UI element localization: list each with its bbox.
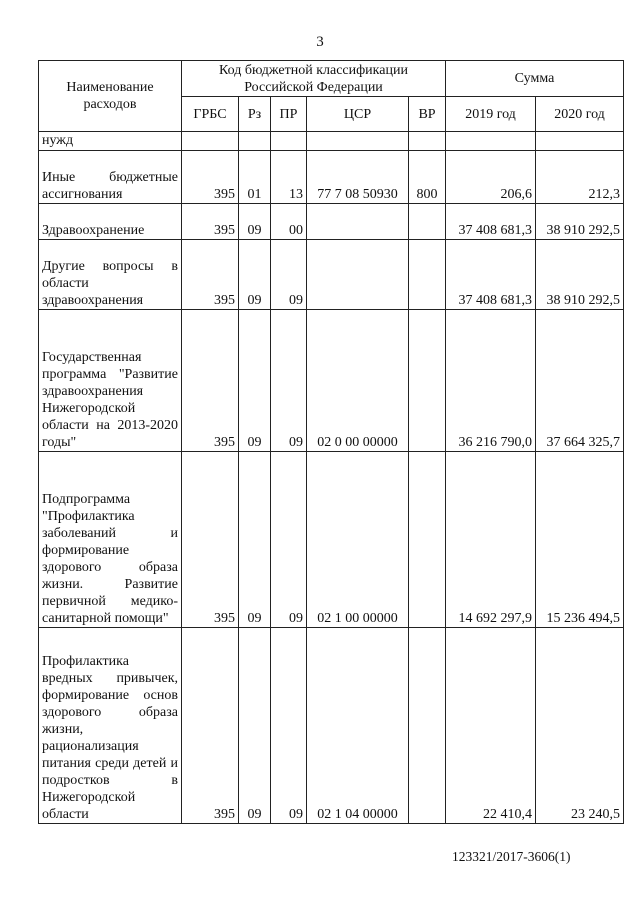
row-csr — [307, 240, 409, 310]
row-pr: 09 — [271, 452, 307, 628]
row-vr — [409, 310, 446, 452]
row-csr — [307, 204, 409, 240]
header-pr: ПР — [271, 97, 307, 132]
row-rz: 01 — [239, 151, 271, 204]
row-name: Здравоохранение — [39, 204, 182, 240]
row-2020: 37 664 325,7 — [536, 310, 624, 452]
row-vr — [409, 628, 446, 824]
row-csr: 02 1 00 00000 — [307, 452, 409, 628]
table-row — [39, 240, 624, 310]
row-name: нужд — [39, 132, 182, 151]
row-2019 — [446, 132, 536, 151]
row-name: Другие вопросы в области здравоохранения — [39, 240, 182, 310]
row-grbs: 395 — [182, 204, 239, 240]
row-2020: 212,3 — [536, 151, 624, 204]
row-csr: 02 0 00 00000 — [307, 310, 409, 452]
row-pr: 09 — [271, 628, 307, 824]
row-2020: 38 910 292,5 — [536, 204, 624, 240]
row-grbs: 395 — [182, 240, 239, 310]
row-csr: 02 1 04 00000 — [307, 628, 409, 824]
row-rz: 09 — [239, 628, 271, 824]
table-row — [39, 132, 624, 151]
document-code: 123321/2017-3606(1) — [452, 849, 571, 864]
row-vr — [409, 204, 446, 240]
header-2020: 2020 год — [536, 97, 624, 132]
row-name: Профилактика вредных привычек, формирование основ здорового образа жизни, рационализация питания среди детей и подростков в Нижегородской области — [39, 628, 182, 824]
row-rz: 09 — [239, 452, 271, 628]
row-grbs: 395 — [182, 310, 239, 452]
row-2020: 15 236 494,5 — [536, 452, 624, 628]
row-rz: 09 — [239, 240, 271, 310]
header-grbs: ГРБС — [182, 97, 239, 132]
header-rz: Рз — [239, 97, 271, 132]
row-vr: 800 — [409, 151, 446, 204]
table-row — [39, 151, 624, 204]
row-vr — [409, 452, 446, 628]
header-csr: ЦСР — [307, 97, 409, 132]
row-2020: 23 240,5 — [536, 628, 624, 824]
header-vr: ВР — [409, 97, 446, 132]
row-2019: 22 410,4 — [446, 628, 536, 824]
header-2019: 2019 год — [446, 97, 536, 132]
row-2019: 14 692 297,9 — [446, 452, 536, 628]
row-pr: 09 — [271, 240, 307, 310]
table-row — [39, 310, 624, 452]
budget-table — [38, 60, 624, 824]
row-grbs: 395 — [182, 452, 239, 628]
row-2020: 38 910 292,5 — [536, 240, 624, 310]
row-vr — [409, 240, 446, 310]
row-2020 — [536, 132, 624, 151]
row-rz: 09 — [239, 204, 271, 240]
row-pr — [271, 132, 307, 151]
row-name: Иные бюджетные ассигнования — [39, 151, 182, 204]
row-grbs: 395 — [182, 628, 239, 824]
row-pr: 09 — [271, 310, 307, 452]
header-sum-group: Сумма — [446, 61, 624, 97]
row-name: Государственная программа "Развитие здравоохранения Нижегородской области на 2013-2020 годы" — [39, 310, 182, 452]
row-grbs — [182, 132, 239, 151]
row-2019: 36 216 790,0 — [446, 310, 536, 452]
row-vr — [409, 132, 446, 151]
row-pr: 13 — [271, 151, 307, 204]
row-name: Подпрограмма "Профилактика заболеваний и формирование здорового образа жизни. Развитие первичной медико-санитарной помощи" — [39, 452, 182, 628]
row-2019: 206,6 — [446, 151, 536, 204]
row-2019: 37 408 681,3 — [446, 240, 536, 310]
header-code-group: Код бюджетной классификации Российской Федерации — [182, 61, 446, 97]
row-rz: 09 — [239, 310, 271, 452]
row-grbs: 395 — [182, 151, 239, 204]
row-pr: 00 — [271, 204, 307, 240]
header-name: Наименование расходов — [39, 61, 182, 132]
row-csr: 77 7 08 50930 — [307, 151, 409, 204]
table-row — [39, 452, 624, 628]
table-row — [39, 204, 624, 240]
page-number: 3 — [316, 34, 324, 50]
row-2019: 37 408 681,3 — [446, 204, 536, 240]
row-csr — [307, 132, 409, 151]
table-row — [39, 628, 624, 824]
row-rz — [239, 132, 271, 151]
